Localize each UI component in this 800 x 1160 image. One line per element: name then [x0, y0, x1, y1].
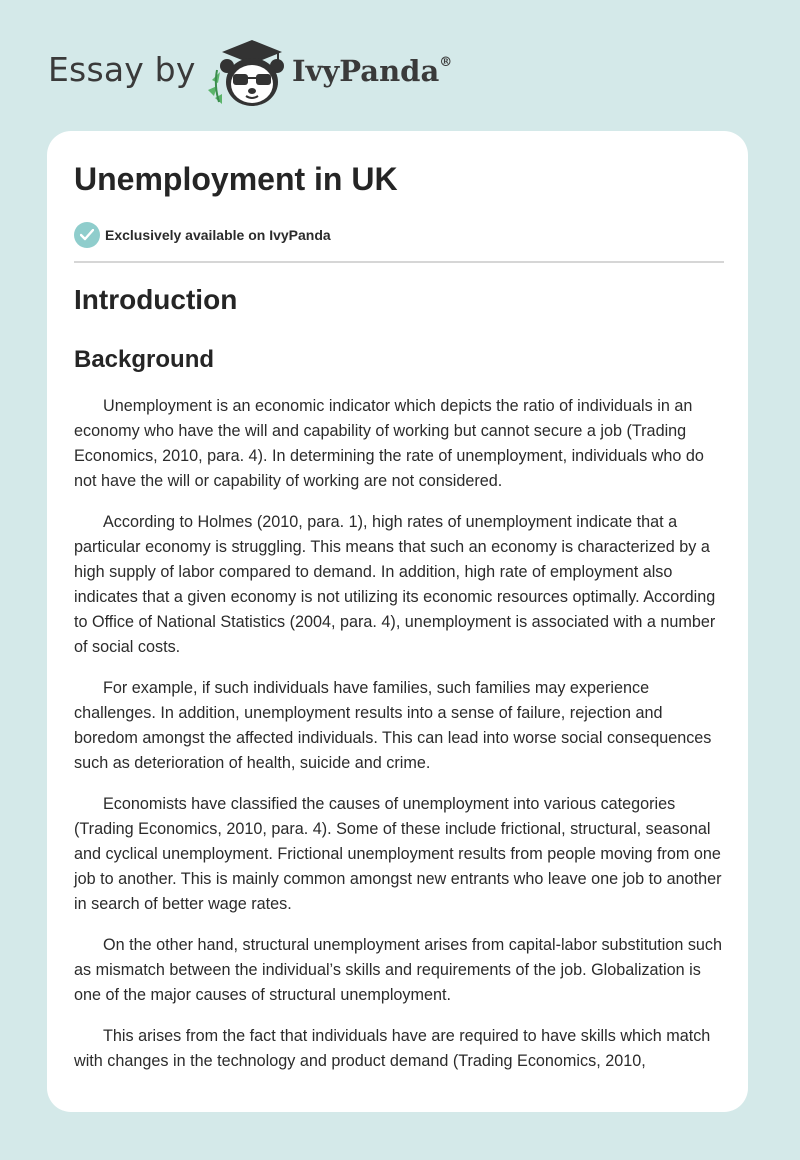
- paragraph: Unemployment is an economic indicator which depicts the ratio of individuals in an economy who have the will and capability of working but cannot secure a job (Trading Economics, 2010, para. 4). In determining the rate of unemployment, individuals who do not have the will or capability of working are not considered.: [74, 397, 704, 490]
- divider: [74, 261, 724, 263]
- paragraph: For example, if such individuals have families, such families may experience challenges. In addition, unemployment results into a sense of failure, rejection and boredom amongst the affected individuals. This can lead into worse social consequences such as deterioration of health, suicide and crime.: [74, 679, 712, 772]
- essay-card: [47, 131, 748, 1112]
- check-circle-icon: [74, 222, 100, 248]
- panda-logo-icon: [202, 36, 290, 110]
- paragraph: On the other hand, structural unemployment arises from capital-labor substitution such as mismatch between the individual’s skills and requirements of the job. Globalization is one of the major causes of structural unemployment.: [74, 936, 723, 1004]
- paragraph: Economists have classified the causes of unemployment into various categories (Trading Economics, 2010, para. 4). Some of these include frictional, structural, seasonal and cyclical unemployment. Frictional unemployment results from people moving from one job to another. This is mainly common amongst new entrants who leave one job to another in search of better wage rates.: [74, 795, 722, 913]
- page-title: Unemployment in UK: [74, 161, 398, 197]
- paragraph: This arises from the fact that individuals have are required to have skills which match with changes in the technology and product demand (Trading Economics, 2010,: [74, 1027, 711, 1070]
- site-header: [48, 34, 508, 110]
- body-text: [74, 394, 724, 1090]
- essay-by-text: Essay by: [48, 50, 196, 89]
- exclusive-badge: [74, 222, 331, 248]
- brand-text: IvyPanda: [292, 54, 440, 88]
- paragraph: According to Holmes (2010, para. 1), high rates of unemployment indicate that a particular economy is struggling. This means that such an economy is characterized by a high supply of labor compared to demand. In addition, high rate of employment also indicates that a given economy is not utilizing its economic resources optimally. According to Office of National Statistics (2004, para. 4), unemployment is associated with a number of social costs.: [74, 513, 716, 656]
- brand-name: [292, 54, 452, 88]
- subsection-heading: Background: [74, 346, 215, 373]
- badge-label: Exclusively available on IvyPanda: [105, 227, 331, 243]
- registered-mark: ®: [439, 55, 453, 71]
- section-heading: Introduction: [74, 284, 238, 315]
